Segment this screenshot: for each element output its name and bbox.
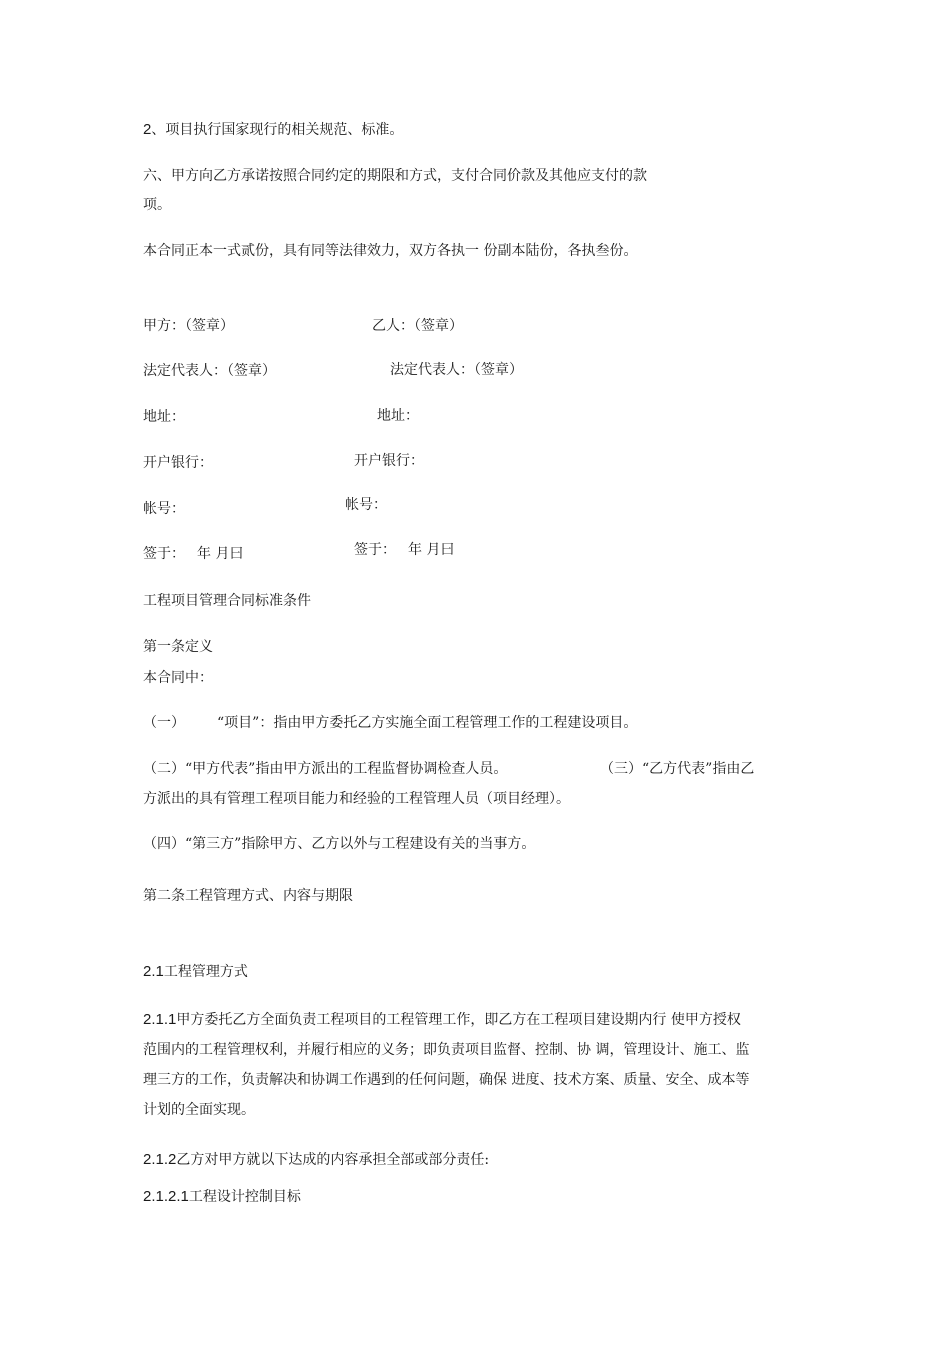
article-2-title: 第二条工程管理方式、内容与期限 <box>143 888 353 904</box>
definition-number: （一） <box>143 715 185 731</box>
clause-6-line2: 项。 <box>143 197 171 213</box>
party-a-address: 地址： <box>143 409 185 425</box>
party-a-date <box>143 547 243 561</box>
section-2-1-2-1 <box>143 1189 301 1204</box>
date-value: 年 月曰 <box>197 546 244 562</box>
section-2-1-2 <box>143 1152 489 1167</box>
section-2-1-1-line4: 计划的全面实现。 <box>143 1102 255 1118</box>
party-a-bank: 开户银行： <box>143 455 213 471</box>
party-a-account: 帐号： <box>143 501 185 517</box>
party-b-account: 帐号： <box>345 497 387 513</box>
section-2-1-1-line3: 理三方的工作，负责解决和协调工作遇到的任何问题，确保 进度、技术方案、质量、安全、成本等 <box>143 1072 750 1088</box>
date-label: 签于： <box>354 542 396 558</box>
party-a-seal: 甲方：（签章） <box>143 318 234 334</box>
date-value: 年 月曰 <box>408 542 455 558</box>
definition-3-line1: （三）“乙方代表”指由乙 <box>600 761 755 777</box>
article-1-intro: 本合同中： <box>143 670 213 686</box>
date-label: 签于： <box>143 546 185 562</box>
party-a-representative: 法定代表人：（签章） <box>143 363 276 379</box>
party-b-representative: 法定代表人：（签章） <box>390 362 523 378</box>
section-number: 2.1.2.1 <box>143 1188 189 1205</box>
party-b-date <box>354 543 454 557</box>
definition-2: （二）“甲方代表”指由甲方派出的工程监督协调检查人员。 <box>143 761 508 777</box>
clause-text: 、项目执行国家现行的相关规范、标准。 <box>151 122 404 138</box>
section-text: 工程设计控制目标 <box>188 1189 301 1205</box>
definition-4: （四）“第三方”指除甲方、乙方以外与工程建设有关的当事方。 <box>143 836 536 852</box>
clause-number: 2 <box>143 121 152 138</box>
section-2-1-heading <box>143 964 248 979</box>
section-number: 2.1.2 <box>143 1151 177 1168</box>
copies-clause: 本合同正本一式贰份，具有同等法律效力，双方各执一 份副本陆份，各执叁份。 <box>143 243 638 259</box>
section-number: 2.1.1 <box>143 1011 177 1028</box>
section-text: 甲方委托乙方全面负责工程项目的工程管理工作，即乙方在工程项目建设期内行 使甲方授权 <box>176 1012 741 1028</box>
clause-6-line1: 六、甲方向乙方承诺按照合同约定的期限和方式，支付合同价款及其他应支付的款 <box>143 168 647 184</box>
conditions-title: 工程项目管理合同标准条件 <box>143 593 311 609</box>
party-b-bank: 开户银行： <box>354 453 424 469</box>
clause-2 <box>143 122 403 137</box>
definition-1 <box>143 716 637 730</box>
section-2-1-1-line2: 范围内的工程管理权利，并履行相应的义务；即负责项目监督、控制、协 调，管理设计、施工、监 <box>143 1042 750 1058</box>
party-b-seal: 乙人：（签章） <box>372 318 463 334</box>
section-text: 工程管理方式 <box>163 964 248 980</box>
definition-3-line2: 方派出的具有管理工程项目能力和经验的工程管理人员（项目经理）。 <box>143 791 570 807</box>
party-b-address: 地址： <box>377 408 419 424</box>
section-number: 2.1 <box>143 963 164 980</box>
definition-text: “项目”：指由甲方委托乙方实施全面工程管理工作的工程建设项目。 <box>217 715 638 731</box>
article-1-title: 第一条定义 <box>143 639 213 655</box>
section-text: 乙方对甲方就以下达成的内容承担全部或部分责任: <box>176 1152 490 1168</box>
section-2-1-1-line1 <box>143 1012 741 1027</box>
